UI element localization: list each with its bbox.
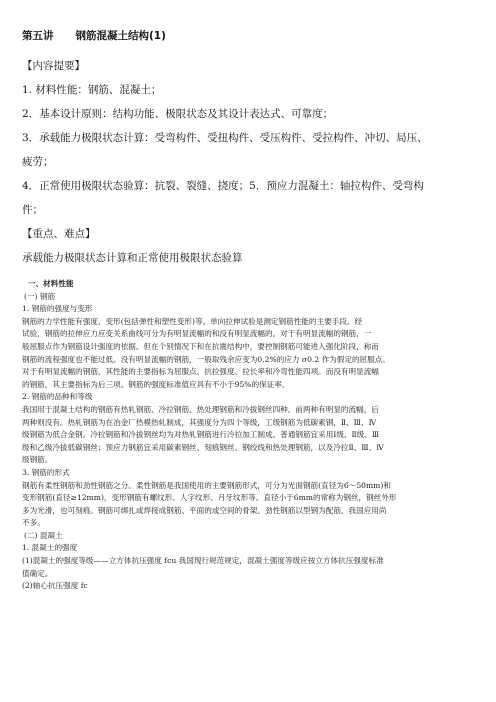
paragraph-line: 不多。 (22, 518, 45, 528)
lecture-number: 第五讲 (22, 30, 54, 42)
summary-item: 疲劳； (22, 156, 54, 168)
paragraph-heading: 1. 钢筋的强度与变形 (22, 304, 93, 314)
paragraph-line: 钢筋的力学性能有强度、变形(包括弹性和塑性变形)等。单向拉伸试验是测定钢筋性能的主要手段。经 (22, 316, 363, 326)
subsection-heading: (一) 钢筋 (24, 291, 56, 301)
summary-section (22, 54, 474, 270)
paragraph-line: 对于有明显流幅的钢筋，其性能的主要指标为屈服点、抗拉强度、拉长率和冷弯性能四项。而没有明显流幅 (22, 367, 379, 377)
paragraph-line: 钢筋的流程强度也不能过低。没有明显流幅的钢筋，一般取残余应变为0.2%的应力 σ0.2 作为假定的屈服点。 (22, 354, 390, 364)
paragraph-line: 值确定。 (22, 568, 53, 578)
paragraph-line: 般屈服点作为钢筋设计强度的依据。但在个别情况下和在抗震结构中，要控制钢筋可能进入强化阶段，称而 (22, 341, 379, 351)
paragraph-line: 级钢筋为低合金钢。冷拉钢筋和冷拔钢丝均为对热轧钢筋进行冷拉加工制成。普通钢筋宜采用Ⅰ级、Ⅱ级、Ⅲ (22, 430, 380, 440)
summary-item: 1. 材料性能：钢筋、混凝土； (22, 84, 162, 96)
key-points-text: 承载能力极限状态计算和正常使用极限状态验算 (22, 252, 243, 264)
paragraph-line: (1)混凝土的强度等级——立方体抗压强度 fcu 我国现行规范规定，混凝土强度等级应按立方体抗压强度标准 (22, 556, 384, 566)
section-heading: 一、材料性能 (28, 279, 74, 288)
paragraph-heading: 2. 钢筋的品种和等级 (22, 392, 93, 402)
paragraph-line: 变形钢筋(直径≥12mm)，变形钢筋有螺纹形、人字纹形、月牙纹形等。直径小于6mm的常称为钢丝，钢丝外形 (22, 493, 397, 503)
paragraph-line: 多为光滑，也可刻痕。钢筋可绑扎或焊接成钢筋、平面的或空间的骨架。劲性钢筋以型钢为配筋，我国应用尚 (22, 505, 387, 515)
paragraph-line: 级和乙级冷拔低碳钢丝；预应力钢筋宜采用碳素钢丝、刻痕钢丝、钢绞线和热处理钢筋，以及冷拉Ⅱ、Ⅲ、Ⅳ (22, 442, 384, 452)
summary-header: 【内容提要】 (22, 60, 85, 72)
summary-item: 件； (22, 204, 43, 216)
body-text (22, 278, 474, 593)
paragraph-line: 两种则没有。热轧钢筋为在冶金厂热模热轧制成，其强度分为四个等级，工级钢筋为低碳素钢，Ⅱ、Ⅲ、Ⅳ (22, 417, 377, 427)
key-points-header: 【重点、难点】 (22, 228, 96, 240)
summary-item: 2．基本设计原则：结构功能、极限状态及其设计表达式、可靠度； (22, 108, 334, 120)
subsection-heading: (二) 混凝土 (24, 530, 63, 540)
paragraph-line: 的钢筋，其主要指标为后三项。钢筋的强度标准值应具有不小于95%的保证率。 (22, 379, 290, 389)
paragraph-heading: 3. 钢筋的形式 (22, 467, 70, 477)
paragraph-line: 级钢筋。 (22, 455, 53, 465)
summary-item: 3．承载能力极限状态计算：受弯构件、受扭构件、受压构件、受拉构件、冲切、局压、 (22, 132, 428, 144)
summary-item: 4．正常使用极限状态验算：抗裂、裂缝、挠度；5．预应力混凝土：轴拉构件、受弯构 (22, 180, 424, 192)
lecture-title (22, 28, 474, 43)
paragraph-line: 试验，钢筋的拉伸应力应变关系曲线可分为有明显流幅的和没有明显流幅的。对于有明显流幅的钢筋，一 (22, 329, 372, 339)
lecture-name: 钢筋混凝土结构(1) (75, 30, 166, 42)
paragraph-line: 我国用于混凝土结构的钢筋有热轧钢筋、冷拉钢筋、热处理钢筋和冷拔钢丝四种。前两种有明显的流幅，后 (22, 404, 379, 414)
paragraph-heading: 1. 混凝土的强度 (22, 543, 78, 553)
paragraph-line: 钢筋有柔性钢筋和劲性钢筋之分。柔性钢筋是我国使用的主要钢筋形式，可分为光面钢筋(直径为6～50mm)和 (22, 480, 391, 490)
document-page (22, 28, 474, 593)
paragraph-line: (2)轴心抗压强度 fc (22, 581, 88, 591)
